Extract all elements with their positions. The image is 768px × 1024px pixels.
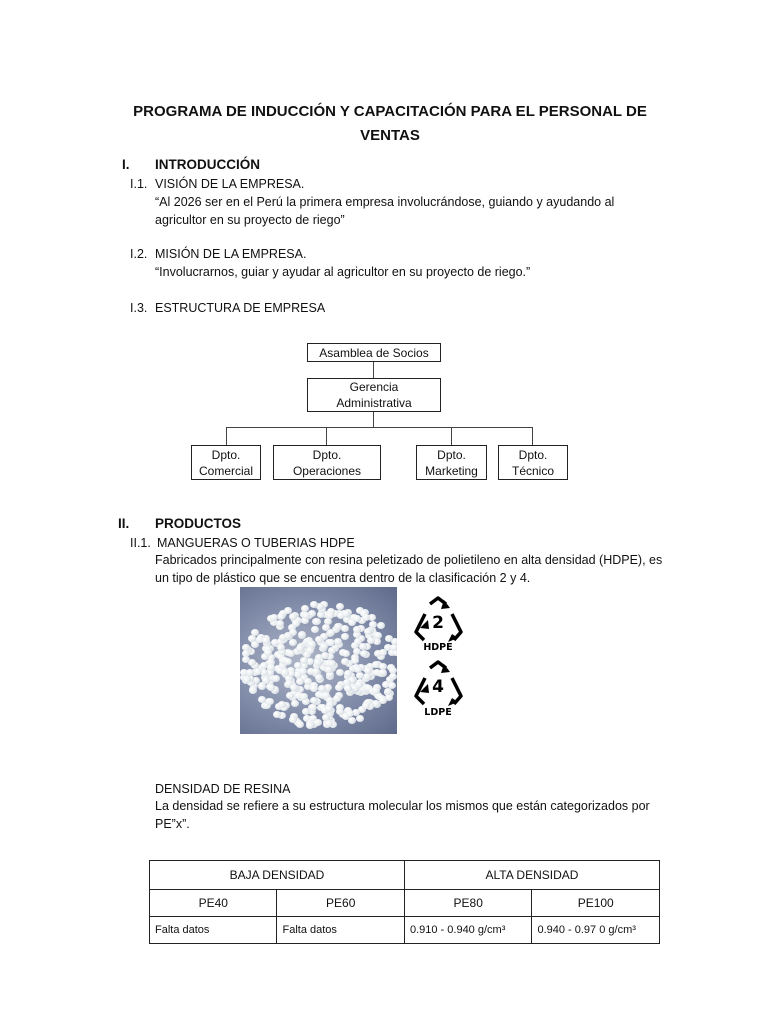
org-box-asamblea: [307, 343, 441, 362]
resin-pellet: [355, 681, 363, 688]
resin-pellet: [372, 687, 380, 694]
org-connector: [532, 427, 533, 445]
resin-pellet: [336, 669, 344, 676]
resin-pellet: [344, 670, 352, 677]
resin-pellet: [346, 710, 354, 717]
table-cell: Falta datos: [150, 917, 277, 944]
org-box-dpto-tecnico: [498, 445, 568, 480]
resin-pellet: [389, 673, 397, 680]
resin-pellet: [325, 705, 333, 712]
resin-pellet: [348, 619, 356, 626]
table-group-header: BAJA DENSIDAD: [150, 861, 405, 890]
resin-pellet: [342, 650, 350, 657]
resin-pellet: [325, 720, 333, 727]
org-box-dpto-operaciones: [273, 445, 381, 480]
vision-number: I.1.: [130, 177, 148, 191]
recycle-2-hdpe-icon: [408, 594, 468, 654]
org-box-label: Dpto.: [312, 447, 342, 462]
resin-pellet: [270, 614, 278, 621]
resin-pellet: [290, 684, 298, 691]
resin-pellet: [267, 664, 275, 671]
org-box-dpto-comercial: [191, 445, 261, 480]
recycle-number: 2: [432, 613, 444, 633]
resin-pellet: [258, 683, 266, 690]
estructura-heading: ESTRUCTURA DE EMPRESA: [155, 301, 326, 315]
resin-pellet: [326, 612, 334, 619]
resin-pellet: [341, 633, 349, 640]
resin-pellet: [364, 667, 372, 674]
org-connector: [373, 412, 374, 427]
table-col-header: PE100: [532, 890, 660, 917]
mision-heading: MISIÓN DE LA EMPRESA.: [155, 247, 307, 261]
resin-pellet: [262, 637, 270, 644]
density-table: [149, 860, 660, 944]
resin-pellet: [272, 675, 280, 682]
resin-pellet: [302, 612, 310, 619]
resin-pellet: [363, 673, 371, 680]
vision-text: “Al 2026 ser en el Perú la primera empresa involucrándose, guiando y ayudando al agricultor en su proyecto de riego”: [155, 195, 615, 227]
table-col-header: PE40: [150, 890, 277, 917]
org-box-dpto-marketing: [416, 445, 487, 480]
section-2-number: II.: [118, 516, 130, 531]
org-box-label: Dpto.: [211, 447, 241, 462]
resin-pellet: [312, 668, 320, 675]
resin-pellet: [309, 704, 317, 711]
org-box-label: Asamblea de Socios: [319, 345, 429, 360]
resin-pellet: [310, 685, 318, 692]
resin-pellet: [266, 698, 274, 705]
resin-pellet: [321, 652, 329, 659]
resin-pellet: [335, 684, 343, 691]
resin-pellet: [296, 678, 304, 685]
recycle-number: 4: [432, 677, 444, 697]
org-box-label: Operaciones: [292, 463, 362, 478]
table-row: [150, 861, 660, 890]
resin-pellet: [379, 697, 387, 704]
resin-pellet: [296, 721, 304, 728]
section-1-number: I.: [122, 157, 130, 172]
productos-text: Fabricados principalmente con resina peletizado de polietileno en alta densidad (HDPE), es un tipo de plástico que se encuentra dentro de la clasificación 2 y 4.: [155, 553, 663, 585]
resin-pellet: [369, 621, 377, 628]
resin-pellet: [277, 644, 285, 651]
resin-pellet: [351, 657, 359, 664]
resin-pellet: [390, 644, 397, 651]
resin-pellet: [299, 668, 307, 675]
resin-pellet: [359, 643, 367, 650]
resin-pellet: [289, 639, 297, 646]
table-group-header: ALTA DENSIDAD: [404, 861, 659, 890]
resin-pellet: [328, 647, 336, 654]
org-box-label: Administrativa: [336, 396, 412, 410]
resin-pellets-photo: [240, 587, 397, 734]
resin-pellet: [246, 669, 254, 676]
densidad-heading: DENSIDAD DE RESINA: [155, 782, 291, 796]
resin-pellet: [249, 687, 257, 694]
resin-pellet: [314, 719, 322, 726]
vision-heading: VISIÓN DE LA EMPRESA.: [155, 177, 305, 191]
recycle-4-ldpe-icon: [408, 658, 468, 720]
resin-pellet: [306, 647, 314, 654]
resin-pellet: [364, 628, 372, 635]
resin-pellet: [379, 663, 387, 670]
org-box-label: Marketing: [425, 463, 478, 478]
table-col-header: PE80: [404, 890, 531, 917]
estructura-number: I.3.: [130, 301, 148, 315]
resin-pellet: [296, 645, 304, 652]
section-2-heading: PRODUCTOS: [155, 516, 242, 531]
resin-pellet: [348, 717, 356, 724]
recycle-label: HDPE: [423, 642, 453, 653]
section-1-heading: INTRODUCCIÓN: [155, 157, 260, 172]
org-box-gerencia: [307, 378, 441, 412]
org-connector: [226, 427, 532, 428]
resin-pellet: [341, 658, 349, 665]
resin-pellet: [315, 674, 323, 681]
table-row: [150, 917, 660, 944]
org-box-label: Técnico: [511, 463, 555, 478]
productos-sub-number: II.1.: [130, 536, 151, 550]
productos-sub-heading: MANGUERAS O TUBERIAS HDPE: [157, 536, 355, 550]
org-box-label: Comercial: [198, 463, 253, 478]
resin-pellet: [277, 613, 285, 620]
resin-pellet: [356, 715, 364, 722]
resin-pellet: [300, 693, 308, 700]
resin-pellet: [281, 669, 289, 676]
table-cell: Falta datos: [277, 917, 404, 944]
densidad-text: La densidad se refiere a su estructura molecular los mismos que están categorizados por PE”x”.: [155, 799, 650, 831]
recycle-label: LDPE: [424, 707, 452, 718]
org-connector: [451, 427, 452, 445]
resin-pellet: [356, 672, 364, 679]
org-connector: [373, 361, 374, 378]
resin-pellet: [291, 700, 299, 707]
resin-pellet: [298, 631, 306, 638]
table-row: [150, 890, 660, 917]
resin-pellet: [311, 626, 319, 633]
table-cell: 0.910 - 0.940 g/cm³: [404, 917, 531, 944]
resin-pellet: [313, 618, 321, 625]
org-connector: [326, 427, 327, 445]
resin-pellet: [341, 625, 349, 632]
resin-pellet: [333, 695, 341, 702]
resin-pellet: [318, 685, 326, 692]
org-connector: [226, 427, 227, 445]
org-box-label: Gerencia: [349, 380, 399, 394]
resin-pellet: [292, 620, 300, 627]
resin-pellet: [374, 632, 382, 639]
table-cell: 0.940 - 0.97 0 g/cm³: [532, 917, 660, 944]
resin-pellet: [336, 708, 344, 715]
resin-pellet: [388, 682, 396, 689]
resin-pellet: [267, 684, 275, 691]
resin-pellet: [284, 658, 292, 665]
document-title: PROGRAMA DE INDUCCIÓN Y CAPACITACIÓN PARA EL PERSONAL DE VENTAS: [133, 103, 647, 144]
resin-pellet: [377, 622, 385, 629]
table-col-header: PE60: [277, 890, 404, 917]
mision-number: I.2.: [130, 247, 148, 261]
resin-pellet: [287, 650, 295, 657]
mision-text: “Involucrarnos, guiar y ayudar al agricultor en su proyecto de riego.”: [155, 265, 531, 279]
org-box-label: Dpto.: [437, 447, 466, 462]
org-box-label: Dpto.: [518, 447, 548, 462]
